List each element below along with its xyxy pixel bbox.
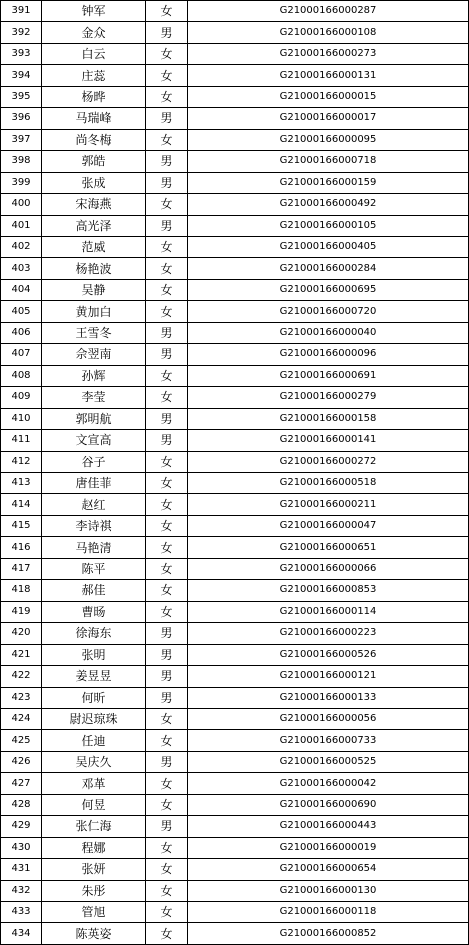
- name-cell: 马瑞峰: [42, 108, 146, 129]
- gender-cell: 男: [146, 666, 188, 687]
- gender-cell: 女: [146, 794, 188, 815]
- table-row: [1, 301, 469, 322]
- table-row: [1, 623, 469, 644]
- gender-cell: 女: [146, 65, 188, 86]
- row-number-cell: 425: [1, 730, 42, 751]
- table-row: [1, 344, 469, 365]
- row-number-cell: 405: [1, 301, 42, 322]
- registration-id-cell: G21000166000121: [188, 666, 469, 687]
- roster-table-body: [1, 1, 469, 945]
- table-row: [1, 859, 469, 880]
- registration-id-cell: G21000166000284: [188, 258, 469, 279]
- gender-cell: 女: [146, 86, 188, 107]
- name-cell: 马艳清: [42, 537, 146, 558]
- gender-cell: 女: [146, 129, 188, 150]
- table-row: [1, 65, 469, 86]
- gender-cell: 女: [146, 301, 188, 322]
- row-number-cell: 397: [1, 129, 42, 150]
- registration-id-cell: G21000166000720: [188, 301, 469, 322]
- gender-cell: 女: [146, 730, 188, 751]
- table-row: [1, 322, 469, 343]
- registration-id-cell: G21000166000690: [188, 794, 469, 815]
- name-cell: 管旭: [42, 902, 146, 923]
- registration-id-cell: G21000166000443: [188, 816, 469, 837]
- gender-cell: 女: [146, 708, 188, 729]
- gender-cell: 女: [146, 236, 188, 257]
- gender-cell: 男: [146, 215, 188, 236]
- row-number-cell: 411: [1, 430, 42, 451]
- name-cell: 任迪: [42, 730, 146, 751]
- gender-cell: 男: [146, 816, 188, 837]
- table-row: [1, 43, 469, 64]
- table-row: [1, 472, 469, 493]
- table-row: [1, 494, 469, 515]
- name-cell: 钟军: [42, 1, 146, 22]
- registration-id-cell: G21000166000518: [188, 472, 469, 493]
- row-number-cell: 404: [1, 279, 42, 300]
- row-number-cell: 406: [1, 322, 42, 343]
- gender-cell: 女: [146, 365, 188, 386]
- row-number-cell: 421: [1, 644, 42, 665]
- row-number-cell: 422: [1, 666, 42, 687]
- name-cell: 尉迟琼珠: [42, 708, 146, 729]
- registration-id-cell: G21000166000056: [188, 708, 469, 729]
- gender-cell: 男: [146, 172, 188, 193]
- name-cell: 吴静: [42, 279, 146, 300]
- gender-cell: 男: [146, 623, 188, 644]
- row-number-cell: 415: [1, 515, 42, 536]
- name-cell: 尚冬梅: [42, 129, 146, 150]
- name-cell: 张明: [42, 644, 146, 665]
- row-number-cell: 427: [1, 773, 42, 794]
- table-row: [1, 773, 469, 794]
- row-number-cell: 414: [1, 494, 42, 515]
- gender-cell: 女: [146, 923, 188, 944]
- gender-cell: 男: [146, 108, 188, 129]
- registration-id-cell: G21000166000853: [188, 580, 469, 601]
- registration-id-cell: G21000166000096: [188, 344, 469, 365]
- name-cell: 姜昱昱: [42, 666, 146, 687]
- row-number-cell: 430: [1, 837, 42, 858]
- table-row: [1, 430, 469, 451]
- gender-cell: 女: [146, 902, 188, 923]
- registration-id-cell: G21000166000131: [188, 65, 469, 86]
- name-cell: 宋海燕: [42, 194, 146, 215]
- table-row: [1, 365, 469, 386]
- registration-id-cell: G21000166000211: [188, 494, 469, 515]
- name-cell: 黄加白: [42, 301, 146, 322]
- name-cell: 李莹: [42, 387, 146, 408]
- gender-cell: 男: [146, 22, 188, 43]
- registration-id-cell: G21000166000066: [188, 558, 469, 579]
- name-cell: 朱彤: [42, 880, 146, 901]
- row-number-cell: 416: [1, 537, 42, 558]
- name-cell: 徐海东: [42, 623, 146, 644]
- registration-id-cell: G21000166000040: [188, 322, 469, 343]
- gender-cell: 女: [146, 494, 188, 515]
- row-number-cell: 432: [1, 880, 42, 901]
- name-cell: 何昱: [42, 794, 146, 815]
- table-row: [1, 816, 469, 837]
- name-cell: 郭明航: [42, 408, 146, 429]
- table-row: [1, 880, 469, 901]
- row-number-cell: 431: [1, 859, 42, 880]
- name-cell: 张仁海: [42, 816, 146, 837]
- table-row: [1, 258, 469, 279]
- gender-cell: 女: [146, 515, 188, 536]
- row-number-cell: 428: [1, 794, 42, 815]
- row-number-cell: 402: [1, 236, 42, 257]
- table-row: [1, 666, 469, 687]
- name-cell: 高光泽: [42, 215, 146, 236]
- row-number-cell: 409: [1, 387, 42, 408]
- registration-id-cell: G21000166000492: [188, 194, 469, 215]
- table-row: [1, 108, 469, 129]
- table-row: [1, 172, 469, 193]
- row-number-cell: 412: [1, 451, 42, 472]
- name-cell: 郭皓: [42, 151, 146, 172]
- row-number-cell: 391: [1, 1, 42, 22]
- row-number-cell: 408: [1, 365, 42, 386]
- gender-cell: 女: [146, 601, 188, 622]
- name-cell: 孙辉: [42, 365, 146, 386]
- registration-id-cell: G21000166000852: [188, 923, 469, 944]
- row-number-cell: 392: [1, 22, 42, 43]
- table-row: [1, 537, 469, 558]
- registration-id-cell: G21000166000405: [188, 236, 469, 257]
- gender-cell: 女: [146, 1, 188, 22]
- table-row: [1, 837, 469, 858]
- name-cell: 范威: [42, 236, 146, 257]
- table-row: [1, 644, 469, 665]
- table-row: [1, 708, 469, 729]
- row-number-cell: 433: [1, 902, 42, 923]
- registration-id-cell: G21000166000019: [188, 837, 469, 858]
- registration-id-cell: G21000166000133: [188, 687, 469, 708]
- registration-id-cell: G21000166000654: [188, 859, 469, 880]
- registration-id-cell: G21000166000141: [188, 430, 469, 451]
- table-row: [1, 151, 469, 172]
- registration-id-cell: G21000166000047: [188, 515, 469, 536]
- registration-id-cell: G21000166000105: [188, 215, 469, 236]
- name-cell: 赵红: [42, 494, 146, 515]
- gender-cell: 男: [146, 644, 188, 665]
- name-cell: 金众: [42, 22, 146, 43]
- table-row: [1, 22, 469, 43]
- table-row: [1, 902, 469, 923]
- row-number-cell: 426: [1, 751, 42, 772]
- gender-cell: 女: [146, 880, 188, 901]
- gender-cell: 女: [146, 837, 188, 858]
- row-number-cell: 393: [1, 43, 42, 64]
- gender-cell: 女: [146, 580, 188, 601]
- registration-id-cell: G21000166000279: [188, 387, 469, 408]
- table-row: [1, 580, 469, 601]
- name-cell: 张妍: [42, 859, 146, 880]
- registration-id-cell: G21000166000525: [188, 751, 469, 772]
- row-number-cell: 395: [1, 86, 42, 107]
- registration-id-cell: G21000166000695: [188, 279, 469, 300]
- name-cell: 吴庆久: [42, 751, 146, 772]
- gender-cell: 男: [146, 687, 188, 708]
- table-row: [1, 601, 469, 622]
- gender-cell: 男: [146, 344, 188, 365]
- row-number-cell: 419: [1, 601, 42, 622]
- name-cell: 唐佳菲: [42, 472, 146, 493]
- registration-id-cell: G21000166000108: [188, 22, 469, 43]
- row-number-cell: 420: [1, 623, 42, 644]
- registration-id-cell: G21000166000114: [188, 601, 469, 622]
- registration-id-cell: G21000166000130: [188, 880, 469, 901]
- gender-cell: 女: [146, 773, 188, 794]
- row-number-cell: 394: [1, 65, 42, 86]
- row-number-cell: 418: [1, 580, 42, 601]
- table-row: [1, 751, 469, 772]
- gender-cell: 男: [146, 430, 188, 451]
- table-row: [1, 408, 469, 429]
- table-row: [1, 558, 469, 579]
- registration-id-cell: G21000166000733: [188, 730, 469, 751]
- registration-id-cell: G21000166000095: [188, 129, 469, 150]
- name-cell: 曹旸: [42, 601, 146, 622]
- table-row: [1, 129, 469, 150]
- registration-id-cell: G21000166000118: [188, 902, 469, 923]
- gender-cell: 女: [146, 859, 188, 880]
- name-cell: 白云: [42, 43, 146, 64]
- registration-id-cell: G21000166000017: [188, 108, 469, 129]
- gender-cell: 女: [146, 472, 188, 493]
- name-cell: 何昕: [42, 687, 146, 708]
- registration-id-cell: G21000166000273: [188, 43, 469, 64]
- table-row: [1, 194, 469, 215]
- table-row: [1, 236, 469, 257]
- gender-cell: 男: [146, 408, 188, 429]
- name-cell: 郝佳: [42, 580, 146, 601]
- name-cell: 程娜: [42, 837, 146, 858]
- row-number-cell: 423: [1, 687, 42, 708]
- gender-cell: 男: [146, 151, 188, 172]
- table-row: [1, 451, 469, 472]
- table-row: [1, 923, 469, 944]
- name-cell: 李诗祺: [42, 515, 146, 536]
- row-number-cell: 417: [1, 558, 42, 579]
- name-cell: 谷子: [42, 451, 146, 472]
- name-cell: 陈英姿: [42, 923, 146, 944]
- gender-cell: 女: [146, 194, 188, 215]
- gender-cell: 男: [146, 322, 188, 343]
- row-number-cell: 407: [1, 344, 42, 365]
- name-cell: 杨艳波: [42, 258, 146, 279]
- name-cell: 王雪冬: [42, 322, 146, 343]
- row-number-cell: 399: [1, 172, 42, 193]
- name-cell: 文宣高: [42, 430, 146, 451]
- row-number-cell: 398: [1, 151, 42, 172]
- table-row: [1, 515, 469, 536]
- row-number-cell: 410: [1, 408, 42, 429]
- name-cell: 邓革: [42, 773, 146, 794]
- registration-id-cell: G21000166000718: [188, 151, 469, 172]
- name-cell: 张成: [42, 172, 146, 193]
- gender-cell: 女: [146, 451, 188, 472]
- row-number-cell: 396: [1, 108, 42, 129]
- table-row: [1, 387, 469, 408]
- table-row: [1, 730, 469, 751]
- gender-cell: 男: [146, 751, 188, 772]
- row-number-cell: 413: [1, 472, 42, 493]
- name-cell: 杨晔: [42, 86, 146, 107]
- gender-cell: 女: [146, 43, 188, 64]
- registration-id-cell: G21000166000159: [188, 172, 469, 193]
- registration-id-cell: G21000166000042: [188, 773, 469, 794]
- name-cell: 庄蕊: [42, 65, 146, 86]
- gender-cell: 女: [146, 537, 188, 558]
- registration-id-cell: G21000166000651: [188, 537, 469, 558]
- gender-cell: 女: [146, 558, 188, 579]
- registration-id-cell: G21000166000272: [188, 451, 469, 472]
- registration-id-cell: G21000166000158: [188, 408, 469, 429]
- row-number-cell: 400: [1, 194, 42, 215]
- row-number-cell: 403: [1, 258, 42, 279]
- table-row: [1, 687, 469, 708]
- table-row: [1, 279, 469, 300]
- registration-id-cell: G21000166000015: [188, 86, 469, 107]
- name-cell: 陈平: [42, 558, 146, 579]
- row-number-cell: 401: [1, 215, 42, 236]
- gender-cell: 女: [146, 279, 188, 300]
- row-number-cell: 429: [1, 816, 42, 837]
- name-cell: 佘翌南: [42, 344, 146, 365]
- registration-id-cell: G21000166000526: [188, 644, 469, 665]
- gender-cell: 女: [146, 258, 188, 279]
- registration-id-cell: G21000166000287: [188, 1, 469, 22]
- row-number-cell: 424: [1, 708, 42, 729]
- registration-id-cell: G21000166000691: [188, 365, 469, 386]
- table-row: [1, 215, 469, 236]
- row-number-cell: 434: [1, 923, 42, 944]
- table-row: [1, 794, 469, 815]
- registration-id-cell: G21000166000223: [188, 623, 469, 644]
- table-row: [1, 1, 469, 22]
- table-row: [1, 86, 469, 107]
- gender-cell: 女: [146, 387, 188, 408]
